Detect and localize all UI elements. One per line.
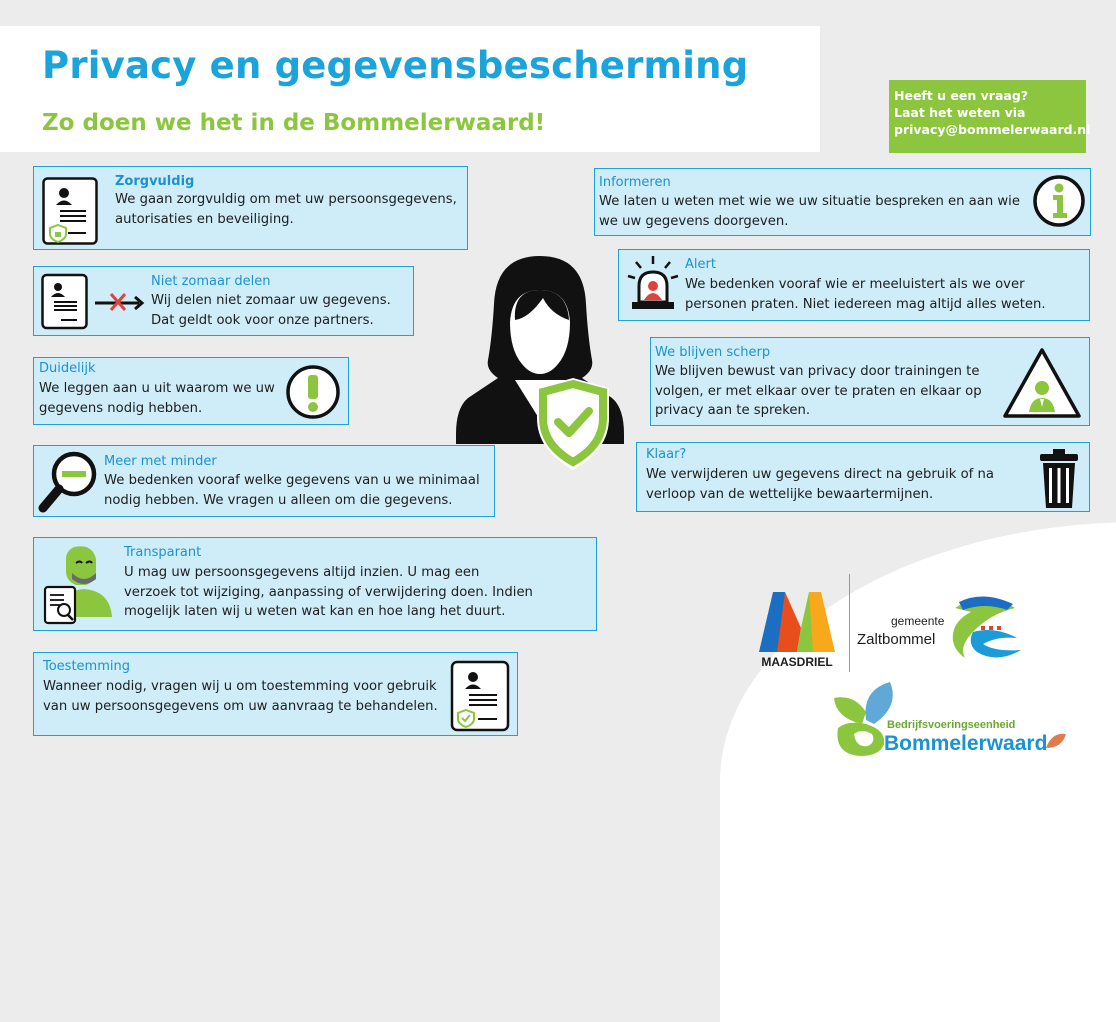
card-body: [43, 677, 438, 716]
logo-divider: [849, 574, 850, 672]
page-subtitle: Zo doen we het in de Bommelerwaard!: [42, 110, 546, 136]
card-toestemming: [33, 652, 518, 736]
card-title: Meer met minder: [104, 454, 217, 469]
card-niet-zomaar-delen: [33, 266, 414, 336]
card-title: Klaar?: [646, 447, 687, 462]
card-title: Transparant: [124, 545, 202, 560]
card-zorgvuldig: [33, 166, 468, 250]
card-line: We laten u weten met wie we uw situatie bespreken en aan wie: [599, 194, 1020, 209]
trash-icon: [1039, 448, 1079, 510]
contact-line-1: Heeft u een vraag?: [894, 88, 1029, 103]
card-duidelijk: [33, 357, 349, 425]
card-title: Toestemming: [43, 659, 130, 674]
document-no-share-icon: [41, 273, 145, 331]
card-line: We verwijderen uw gegevens direct na gebruik of na: [646, 467, 994, 482]
card-body: [655, 362, 982, 421]
card-body: [104, 471, 480, 510]
zaltbommel-logo: [855, 590, 1039, 668]
card-line: Dat geldt ook voor onze partners.: [151, 312, 374, 328]
card-title: Informeren: [599, 175, 671, 190]
card-line: gegevens nodig hebben.: [39, 400, 203, 416]
card-body: [115, 190, 457, 229]
magnifier-minus-icon: [38, 450, 100, 516]
card-line: We blijven bewust van privacy door trainingen te: [655, 364, 980, 379]
card-body: [39, 379, 275, 418]
card-line: privacy aan te spreken.: [655, 403, 811, 418]
card-line: Wanneer nodig, vragen wij u om toestemming voor gebruik: [43, 679, 437, 694]
card-line: personen praten. Niet iedereen mag altijd alles weten.: [685, 296, 1046, 312]
document-lock-icon: [42, 177, 98, 245]
card-body: [646, 465, 994, 504]
contact-email[interactable]: privacy@bommelerwaard.nl: [894, 122, 1091, 137]
bvb-text-1: Bedrijfsvoeringseenheid: [887, 719, 1016, 731]
card-line: We leggen aan u uit waarom we uw: [39, 381, 275, 396]
maasdriel-text: MAASDRIEL: [761, 655, 833, 669]
maasdriel-logo: [757, 588, 837, 670]
bvb-text-2: Bommelerwaard: [884, 732, 1048, 755]
zaltbommel-text-1: gemeente: [891, 614, 945, 628]
exclamation-icon: [285, 364, 341, 420]
card-klaar: [636, 442, 1090, 512]
warning-person-icon: [1001, 346, 1083, 420]
zaltbommel-text-2: Zaltbommel: [857, 631, 936, 648]
card-line: mogelijk laten wij u weten wat kan en hoe lang het duurt.: [124, 604, 506, 619]
card-body: [599, 192, 1020, 231]
card-line: Wij delen niet zomaar uw gegevens.: [151, 293, 391, 308]
alarm-icon: [622, 254, 684, 314]
person-shield-icon: [455, 250, 625, 478]
card-line: We bedenken vooraf wie er meeluistert als we over: [685, 277, 1025, 292]
card-body: [151, 291, 391, 330]
card-line: we uw gegevens doorgeven.: [599, 213, 789, 229]
card-transparant: [33, 537, 597, 631]
card-body: [124, 563, 533, 622]
card-line: verzoek tot wijziging, aanpassing of verwijdering doen. Indien: [124, 584, 533, 600]
card-line: We gaan zorgvuldig om met uw persoonsgegevens,: [115, 192, 457, 207]
card-title: Duidelijk: [39, 361, 96, 376]
person-document-icon: [42, 541, 122, 629]
card-title: Zorgvuldig: [115, 174, 195, 189]
card-line: autorisaties en beveiliging.: [115, 211, 294, 227]
card-alert: [618, 249, 1090, 321]
card-line: We bedenken vooraf welke gegevens van u we minimaal: [104, 473, 480, 488]
contact-box: [889, 80, 1091, 153]
card-line: verloop van de wettelijke bewaartermijnen.: [646, 486, 934, 502]
card-line: nodig hebben. We vragen u alleen om die gegevens.: [104, 492, 453, 508]
card-line: van uw persoonsgegevens om uw aanvraag te behandelen.: [43, 698, 438, 714]
bommelerwaard-logo: [832, 680, 1072, 760]
page-title: Privacy en gegevensbescherming: [42, 44, 749, 87]
contact-line-2: Laat het weten via: [894, 105, 1026, 120]
card-title: Alert: [685, 257, 716, 272]
card-informeren: [594, 168, 1091, 236]
document-check-icon: [450, 660, 510, 732]
card-we-blijven-scherp: [650, 337, 1090, 426]
info-icon: [1032, 174, 1086, 228]
card-meer-met-minder: [33, 445, 495, 517]
card-body: [685, 275, 1046, 314]
card-line: volgen, er met elkaar over te praten en elkaar op: [655, 383, 982, 399]
card-title: We blijven scherp: [655, 345, 771, 360]
card-line: U mag uw persoonsgegevens altijd inzien. U mag een: [124, 565, 480, 580]
card-title: Niet zomaar delen: [151, 274, 271, 289]
